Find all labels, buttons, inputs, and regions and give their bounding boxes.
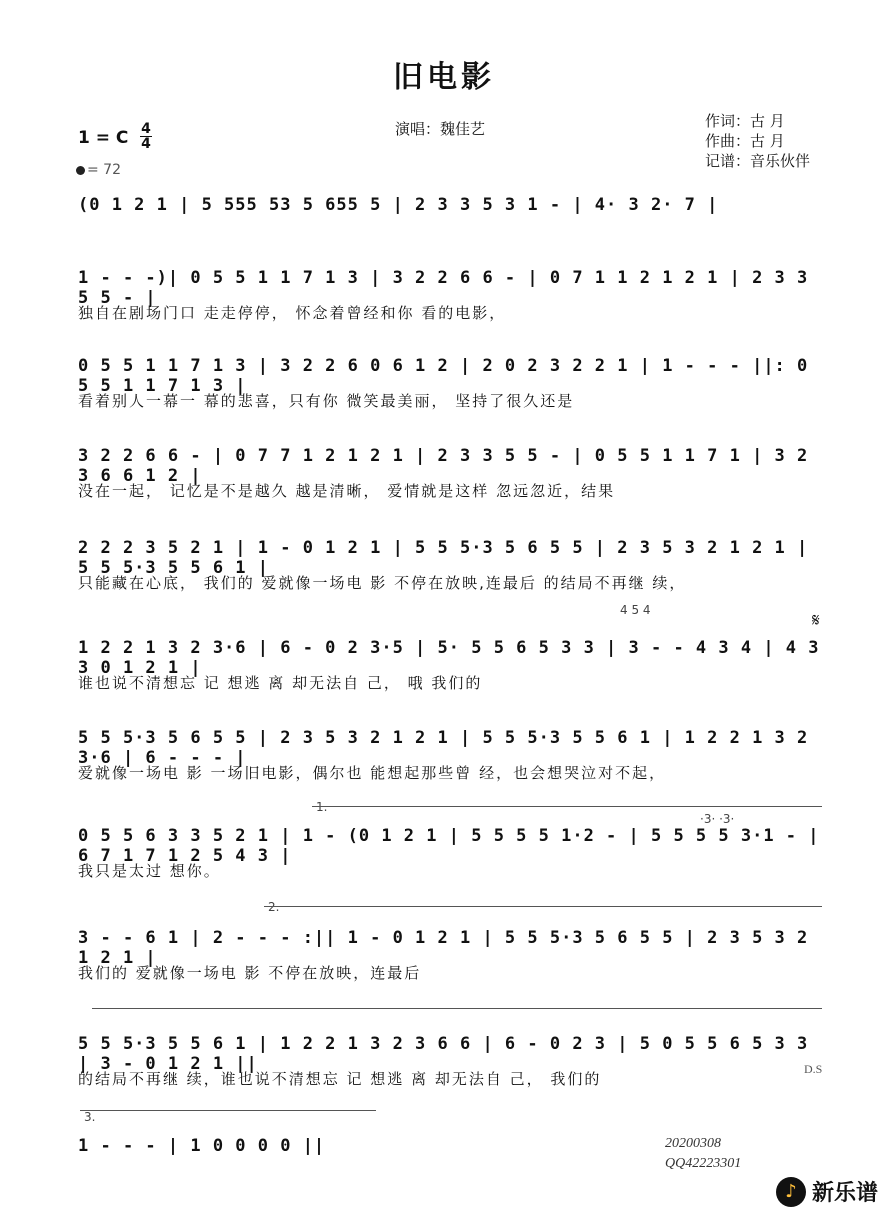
upper-note-mark: 4 5 4 xyxy=(620,603,651,617)
notation-line: 2 2 2 3 5 2 1 | 1 - 0 1 2 1 | 5 5 5·3 5 6 5 5 | 2 3 5 3 2 1 2 1 | 5 5 5·3 5 5 6 1 | xyxy=(78,538,809,578)
triplet-mark: ·3· ·3· xyxy=(700,812,735,826)
time-sig-top: 4 xyxy=(141,121,151,137)
third-ending-bracket xyxy=(80,1110,376,1111)
transcription-date: 20200308 xyxy=(665,1136,721,1151)
notation-line: 3 - - 6 1 | 2 - - - :|| 1 - 0 1 2 1 | 5 5 5·3 5 6 5 5 | 2 3 5 3 2 1 2 1 | xyxy=(78,928,809,968)
key-signature: 1 = C xyxy=(78,128,129,148)
lyric-line: 只能藏在心底， 我们的 爱就像一场电 影 不停在放映,连最后 的结局不再继 续， xyxy=(78,574,687,592)
notation-line: 0 5 5 1 1 7 1 3 | 3 2 2 6 0 6 1 2 | 2 0 2 3 2 2 1 | 1 - - - ||: 0 5 5 1 1 7 1 3 | xyxy=(78,356,809,396)
lyric-line: 爱就像一场电 影 一场旧电影，偶尔也 能想起那些曾 经，也会想哭泣对不起， xyxy=(78,764,667,782)
notation-line: 3 2 2 6 6 - | 0 7 7 1 2 1 2 1 | 2 3 3 5 5 - | 0 5 5 1 1 7 1 | 3 2 3 6 6 1 2 | xyxy=(78,446,809,486)
tempo-marking xyxy=(76,162,121,178)
transcriber-credit: 记谱：音乐伙伴 xyxy=(705,152,811,170)
music-system-8 xyxy=(78,826,822,886)
time-signature xyxy=(140,122,152,151)
lyric-line: 我只是太过 想你。 xyxy=(78,862,221,880)
lyric-line: 谁也说不清想忘 记 想逃 离 却无法自 己， 哦 我们的 xyxy=(78,674,483,692)
lyric-line: 没在一起， 记忆是不是越久 越是清晰， 爱情就是这样 忽远忽近，结果 xyxy=(78,482,616,500)
second-ending-mark: 2. xyxy=(268,900,280,914)
qq-contact: QQ42223301 xyxy=(665,1156,742,1171)
music-system-2 xyxy=(78,268,822,328)
lyric-line: 独自在剧场门口 走走停停， 怀念着曾经和你 看的电影， xyxy=(78,304,507,322)
tempo-value: = 72 xyxy=(87,162,121,178)
music-system-5 xyxy=(78,538,822,598)
lyric-line: 我们的 爱就像一场电 影 不停在放映，连最后 xyxy=(78,964,422,982)
notation-line: 1 2 2 1 3 2 3·6 | 6 - 0 2 3·5 | 5· 5 5 6 5 3 3 | 3 - - 4 3 4 | 4 3 3 0 1 2 1 | xyxy=(78,638,820,678)
notation-line: 1 - - -)| 0 5 5 1 1 7 1 3 | 3 2 2 6 6 - | 0 7 1 1 2 1 2 1 | 2 3 3 5 5 - | xyxy=(78,268,809,308)
lyric-line: 的结局不再继 续，谁也说不清想忘 记 想逃 离 却无法自 己， 我们的 xyxy=(78,1070,602,1088)
notation-line: (0 1 2 1 | 5 555 53 5 655 5 | 2 3 3 5 3 1 - | 4· 3 2· 7 | xyxy=(78,195,719,215)
music-system-3 xyxy=(78,356,822,416)
notation-line: 0 5 5 6 3 3 5 2 1 | 1 - (0 1 2 1 | 5 5 5 5 1·2 - | 5 5 5 5 3·1 - | 6 7 1 7 1 2 5 4 3 | xyxy=(78,826,820,866)
music-system-9 xyxy=(78,928,822,988)
music-system-10 xyxy=(78,1034,822,1094)
first-ending-bracket xyxy=(312,806,822,807)
notation-line: 5 5 5·3 5 5 6 1 | 1 2 2 1 3 2 3 6 6 | 6 - 0 2 3 | 5 0 5 5 6 5 3 3 | 3 - 0 1 2 1 || xyxy=(78,1034,809,1074)
second-ending-bracket xyxy=(264,906,822,907)
quarter-note-icon xyxy=(76,166,85,175)
song-title: 旧电影 xyxy=(393,60,495,95)
time-sig-bottom: 4 xyxy=(141,136,151,152)
composer-credit: 作曲：古 月 xyxy=(705,132,785,150)
notation-line: 5 5 5·3 5 6 5 5 | 2 3 5 3 2 1 2 1 | 5 5 5·3 5 5 6 1 | 1 2 2 1 3 2 3·6 | 6 - - - | xyxy=(78,728,809,768)
music-system-1 xyxy=(78,195,822,235)
logo-text: 新乐谱 xyxy=(811,1181,878,1206)
third-ending-mark: 3. xyxy=(84,1110,96,1124)
lyric-line: 看着别人一幕一 幕的悲喜，只有你 微笑最美丽， 坚持了很久还是 xyxy=(78,392,575,410)
record-icon: ♪ xyxy=(776,1177,806,1207)
segno-sign: 𝄋 xyxy=(812,610,820,631)
singer-credit: 演唱：魏佳艺 xyxy=(395,120,486,138)
music-system-7 xyxy=(78,728,822,788)
lyricist-credit: 作词：古 月 xyxy=(705,112,785,130)
first-ending-mark: 1. xyxy=(316,800,328,814)
dal-segno-mark: D.S xyxy=(804,1062,823,1076)
notation-line: 1 - - - | 1 0 0 0 0 || xyxy=(78,1136,326,1156)
music-system-6 xyxy=(78,638,822,698)
music-system-4 xyxy=(78,446,822,506)
site-logo xyxy=(776,1176,878,1207)
third-ending-bracket-top xyxy=(92,1008,822,1009)
